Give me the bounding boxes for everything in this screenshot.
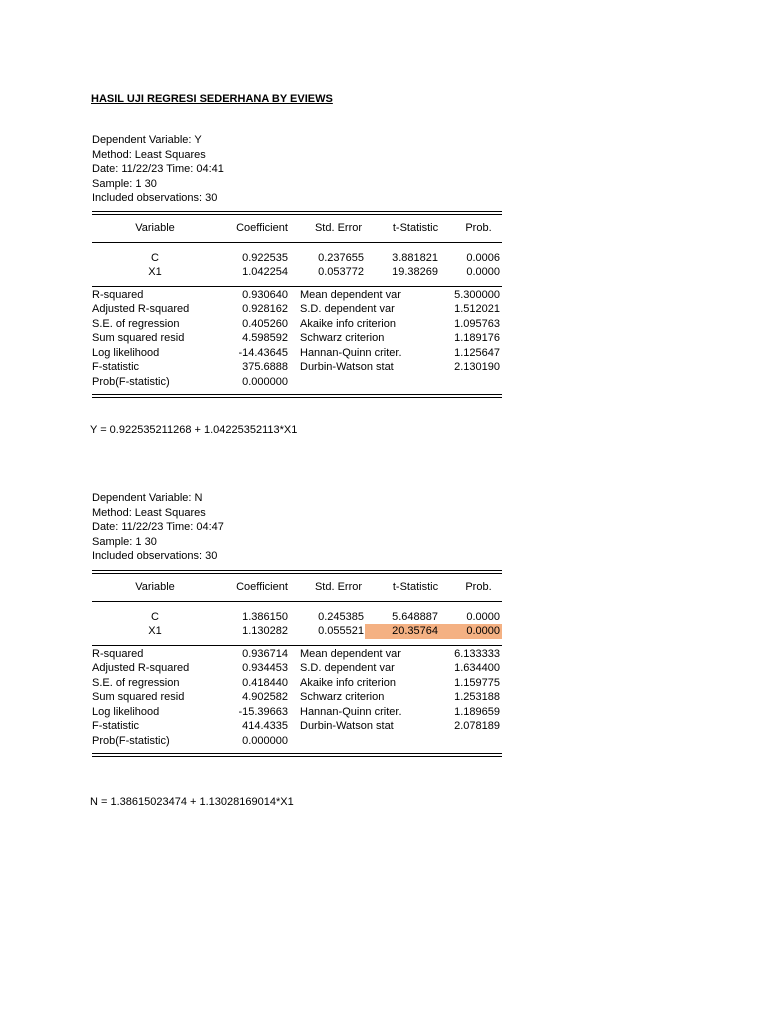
stat-label: Hannan-Quinn criter. [300, 705, 402, 718]
prob-value: 0.0000 [466, 266, 500, 278]
stat-value: 6.133333 [454, 647, 500, 660]
method: Method: Least Squares [92, 506, 206, 519]
regression-2-table [92, 570, 502, 757]
variable-name: X1 [148, 266, 162, 278]
stat-label: R-squared [92, 288, 144, 301]
std-error-value: 0.245385 [318, 610, 364, 623]
stats-row [92, 676, 502, 691]
stat-label: Prob(F-statistic) [92, 375, 170, 388]
included-observations: Included observations: 30 [92, 192, 218, 204]
t-statistic-value: 20.35764 [392, 625, 438, 637]
std-error-value: 0.237655 [318, 251, 364, 264]
t-statistic-value: 3.881821 [392, 251, 438, 264]
column-header-coefficient: Coefficient [236, 222, 288, 234]
regression-1-header [92, 133, 502, 206]
stat-label: Sum squared resid [92, 691, 185, 703]
stat-label: S.D. dependent var [300, 303, 395, 315]
table-row [92, 265, 502, 280]
regression-equation: N = 1.38615023474 + 1.13028169014*X1 [90, 796, 294, 808]
stats-row [92, 346, 502, 361]
stat-label: Adjusted R-squared [92, 662, 190, 674]
stat-value: 0.934453 [242, 662, 288, 674]
table-row [92, 624, 502, 639]
divider [92, 570, 502, 574]
variable-name: C [151, 610, 159, 623]
stat-value: 2.078189 [454, 720, 500, 732]
stat-label: Durbin-Watson stat [300, 361, 394, 373]
stat-label: Log likelihood [92, 346, 160, 359]
stat-value: 0.000000 [242, 375, 288, 388]
column-header-prob: Prob. [465, 581, 492, 593]
stat-label: Mean dependent var [300, 288, 401, 301]
stat-value: -14.43645 [238, 346, 288, 359]
coefficient-value: 1.130282 [242, 625, 288, 637]
date-time: Date: 11/22/23 Time: 04:41 [92, 163, 224, 175]
column-header-variable: Variable [135, 581, 175, 593]
coefficient-value: 1.386150 [242, 610, 288, 623]
dependent-variable: Dependent Variable: N [92, 492, 203, 504]
table-header-row [92, 221, 502, 236]
divider [92, 211, 502, 215]
stat-value: -15.39663 [238, 705, 288, 718]
stat-value: 1.189176 [454, 332, 500, 344]
t-statistic-value: 5.648887 [392, 610, 438, 623]
stat-label: S.E. of regression [92, 676, 180, 689]
regression-2-header [92, 491, 502, 564]
stat-label: Sum squared resid [92, 332, 185, 344]
column-header-variable: Variable [135, 222, 175, 234]
t-statistic-value: 19.38269 [392, 266, 438, 278]
regression-equation: Y = 0.922535211268 + 1.04225352113*X1 [90, 424, 298, 436]
column-header-std-error: Std. Error [314, 581, 363, 593]
stat-label: Mean dependent var [300, 647, 401, 660]
divider [92, 394, 502, 398]
stat-label: S.E. of regression [92, 317, 180, 330]
stat-value: 375.6888 [242, 361, 288, 373]
variable-name: X1 [148, 625, 162, 637]
stat-value: 1.634400 [454, 662, 500, 674]
stat-label: F-statistic [92, 720, 140, 732]
stat-value: 0.936714 [242, 647, 288, 660]
included-observations: Included observations: 30 [92, 550, 218, 562]
prob-value: 0.0006 [466, 251, 500, 264]
regression-1-table [92, 211, 502, 398]
stat-label: F-statistic [92, 361, 140, 373]
stats-row [92, 705, 502, 720]
column-header-t-statistic: t-Statistic [392, 222, 439, 234]
column-header-std-error: Std. Error [314, 222, 363, 234]
stats-row [92, 690, 502, 705]
stats-row [92, 317, 502, 332]
stat-value: 1.189659 [454, 705, 500, 718]
stats-row [92, 375, 502, 390]
method: Method: Least Squares [92, 148, 206, 161]
stats-row [92, 719, 502, 734]
dependent-variable: Dependent Variable: Y [92, 134, 202, 146]
prob-value: 0.0000 [466, 625, 500, 637]
stat-value: 1.512021 [454, 303, 500, 315]
table-row [92, 610, 502, 625]
stats-row [92, 331, 502, 346]
stat-value: 4.598592 [242, 332, 288, 344]
stats-row [92, 661, 502, 676]
stat-label: Akaike info criterion [300, 317, 396, 330]
stat-value: 1.095763 [454, 317, 500, 330]
stats-row [92, 302, 502, 317]
document-title: HASIL UJI REGRESI SEDERHANA BY EVIEWS [91, 93, 333, 105]
stat-label: Durbin-Watson stat [300, 720, 394, 732]
stat-value: 1.253188 [454, 691, 500, 703]
coefficient-value: 0.922535 [242, 251, 288, 264]
variable-name: C [151, 251, 159, 264]
stat-value: 0.928162 [242, 303, 288, 315]
column-header-coefficient: Coefficient [236, 581, 288, 593]
stat-label: Schwarz criterion [300, 332, 385, 344]
stat-value: 1.125647 [454, 346, 500, 359]
table-header-row [92, 580, 502, 595]
stat-value: 0.930640 [242, 288, 288, 301]
stat-label: Adjusted R-squared [92, 303, 190, 315]
column-header-prob: Prob. [465, 222, 492, 234]
stat-value: 0.405260 [242, 317, 288, 330]
stat-value: 414.4335 [242, 720, 288, 732]
prob-value: 0.0000 [466, 610, 500, 623]
stat-value: 0.000000 [242, 734, 288, 747]
divider [92, 753, 502, 757]
sample: Sample: 1 30 [92, 177, 157, 190]
std-error-value: 0.053772 [318, 266, 364, 278]
stat-label: S.D. dependent var [300, 662, 395, 674]
stat-value: 1.159775 [454, 676, 500, 689]
stat-label: Schwarz criterion [300, 691, 385, 703]
stats-row [92, 734, 502, 749]
stat-label: Log likelihood [92, 705, 160, 718]
stat-value: 0.418440 [242, 676, 288, 689]
stat-value: 4.902582 [242, 691, 288, 703]
std-error-value: 0.055521 [318, 625, 364, 637]
sample: Sample: 1 30 [92, 535, 157, 548]
column-header-t-statistic: t-Statistic [392, 581, 439, 593]
stat-value: 2.130190 [454, 361, 500, 373]
coefficient-value: 1.042254 [242, 266, 288, 278]
date-time: Date: 11/22/23 Time: 04:47 [92, 521, 224, 533]
stats-row [92, 288, 502, 303]
stat-label: Akaike info criterion [300, 676, 396, 689]
stat-value: 5.300000 [454, 288, 500, 301]
table-row [92, 251, 502, 266]
stats-row [92, 647, 502, 662]
stat-label: Prob(F-statistic) [92, 734, 170, 747]
stat-label: R-squared [92, 647, 144, 660]
stats-row [92, 360, 502, 375]
stat-label: Hannan-Quinn criter. [300, 346, 402, 359]
